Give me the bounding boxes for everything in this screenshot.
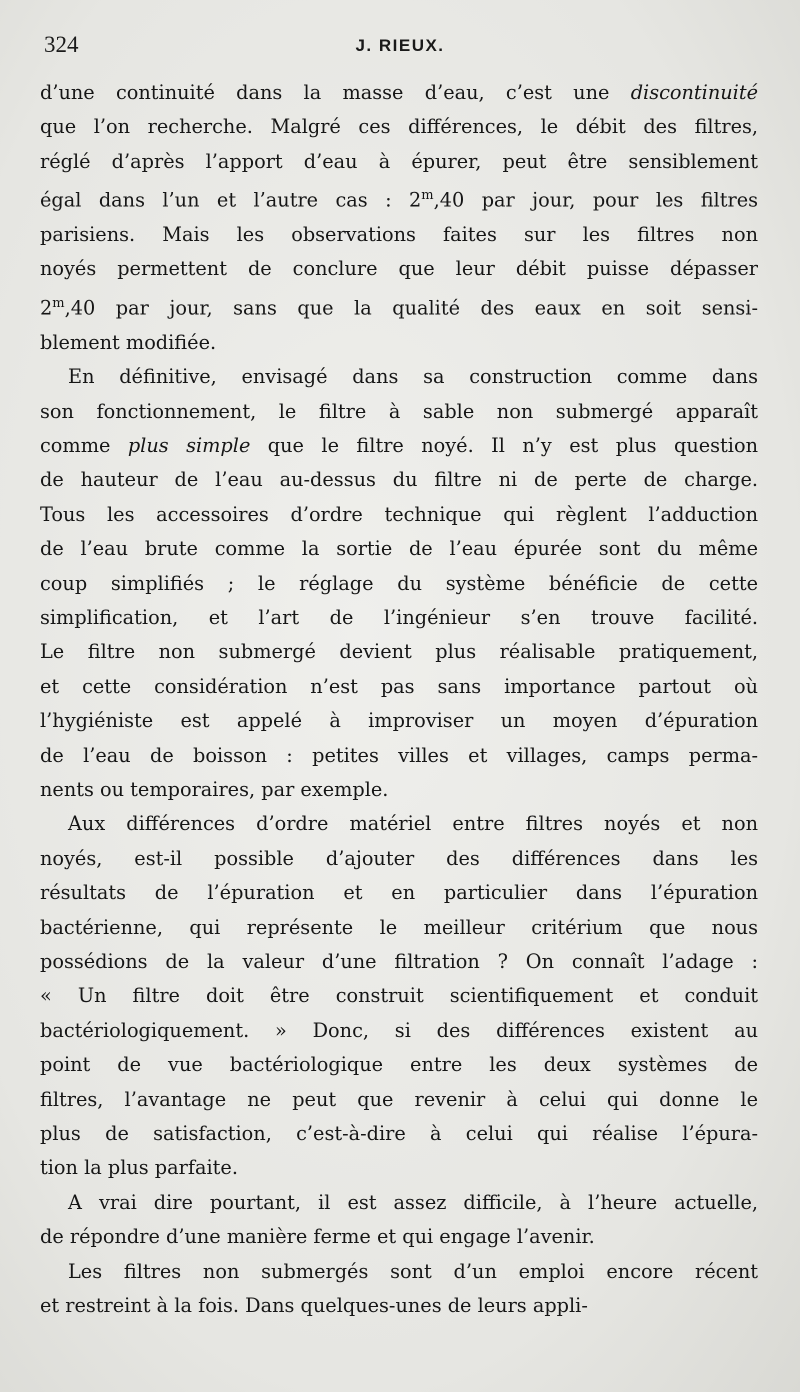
paragraph [40,360,758,807]
text-line: « Un filtre doit être construit scientifiquement et conduit [40,984,758,1008]
text-line: A vrai dire pourtant, il est assez difficile, à l’heure actuelle, [68,1190,758,1214]
text-line: bactérienne, qui représente le meilleur critérium que nous [40,915,758,939]
text-line: parisiens. Mais les observations faites sur les filtres non [40,223,758,247]
text-line: noyés permettent de conclure que leur débit puisse dépasser [40,257,758,281]
paragraph [40,76,758,360]
text-line: Le filtre non submergé devient plus réalisable pratiquement, [40,640,758,664]
text-line: résultats de l’épuration et en particulier dans l’épuration [40,881,758,905]
unit-superscript: m [52,295,65,311]
text-line: 2$^m$,40 par jour, sans que la qualité des eaux en soit sensi- [40,295,758,320]
text-line: filtres, l’avantage ne peut que revenir à celui qui donne le [40,1087,758,1111]
running-head: J. RIEUX. [355,36,445,55]
text-line: tion la plus parfaite. [40,1156,238,1180]
page-header [44,32,756,66]
text-line: de l’eau de boisson : petites villes et villages, camps perma- [40,743,758,767]
text-line: que l’on recherche. Malgré ces différences, le débit des filtres, [40,115,758,139]
body-text [40,76,758,1323]
page-number: 324 [44,32,79,57]
text-line: comme plus simple que le filtre noyé. Il n’y est plus question [40,433,758,457]
text-line: point de vue bactériologique entre les deux systèmes de [40,1053,758,1077]
text-line: coup simplifiés ; le réglage du système bénéficie de cette [40,571,758,595]
unit-superscript: m [421,188,434,204]
text-line: Les filtres non submergés sont d’un emploi encore récent [68,1259,758,1283]
text-line: En définitive, envisagé dans sa construction comme dans [68,365,758,389]
text-line: égal dans l’un et l’autre cas : 2$^m$,40 par jour, pour les filtres [40,188,758,212]
text-line: l’hygiéniste est appelé à improviser un moyen d’épuration [40,709,758,733]
emphasis-text: plus simple [127,433,251,457]
paragraph [40,807,758,1185]
text-line: simplification, et l’art de l’ingénieur s’en trouve facilité. [40,605,758,629]
text-line: réglé d’après l’apport d’eau à épurer, peut être sensiblement [40,149,758,173]
text-line: de l’eau brute comme la sortie de l’eau épurée sont du même [40,537,758,561]
text-line: nents ou temporaires, par exemple. [40,777,389,801]
emphasis-text: discontinuité [630,81,758,104]
text-line: Tous les accessoires d’ordre technique qui règlent l’adduction [40,502,758,526]
text-line: noyés, est-il possible d’ajouter des différences dans les [40,846,758,870]
text-line: Aux différences d’ordre matériel entre filtres noyés et non [68,812,758,836]
text-line: son fonctionnement, le filtre à sable non submergé apparaît [40,399,758,423]
text-line: de répondre d’une manière ferme et qui engage l’avenir. [40,1225,595,1249]
text-line: possédions de la valeur d’une filtration ? On connaît l’adage : [40,950,758,973]
text-line: bactériologiquement. » Donc, si des différences existent au [40,1018,758,1042]
paragraph [40,1186,758,1255]
text-line: plus de satisfaction, c’est-à-dire à celui qui réalise l’épura- [40,1122,758,1146]
text-line: de hauteur de l’eau au-dessus du filtre ni de perte de charge. [40,468,758,492]
paragraph [40,1255,758,1324]
text-line: et restreint à la fois. Dans quelques-unes de leurs appli- [40,1294,588,1318]
text-line: d’une continuité dans la masse d’eau, c’est une discontinuité [40,81,758,104]
text-line: blement modifiée. [40,330,217,354]
text-line: et cette considération n’est pas sans importance partout où [40,674,758,698]
